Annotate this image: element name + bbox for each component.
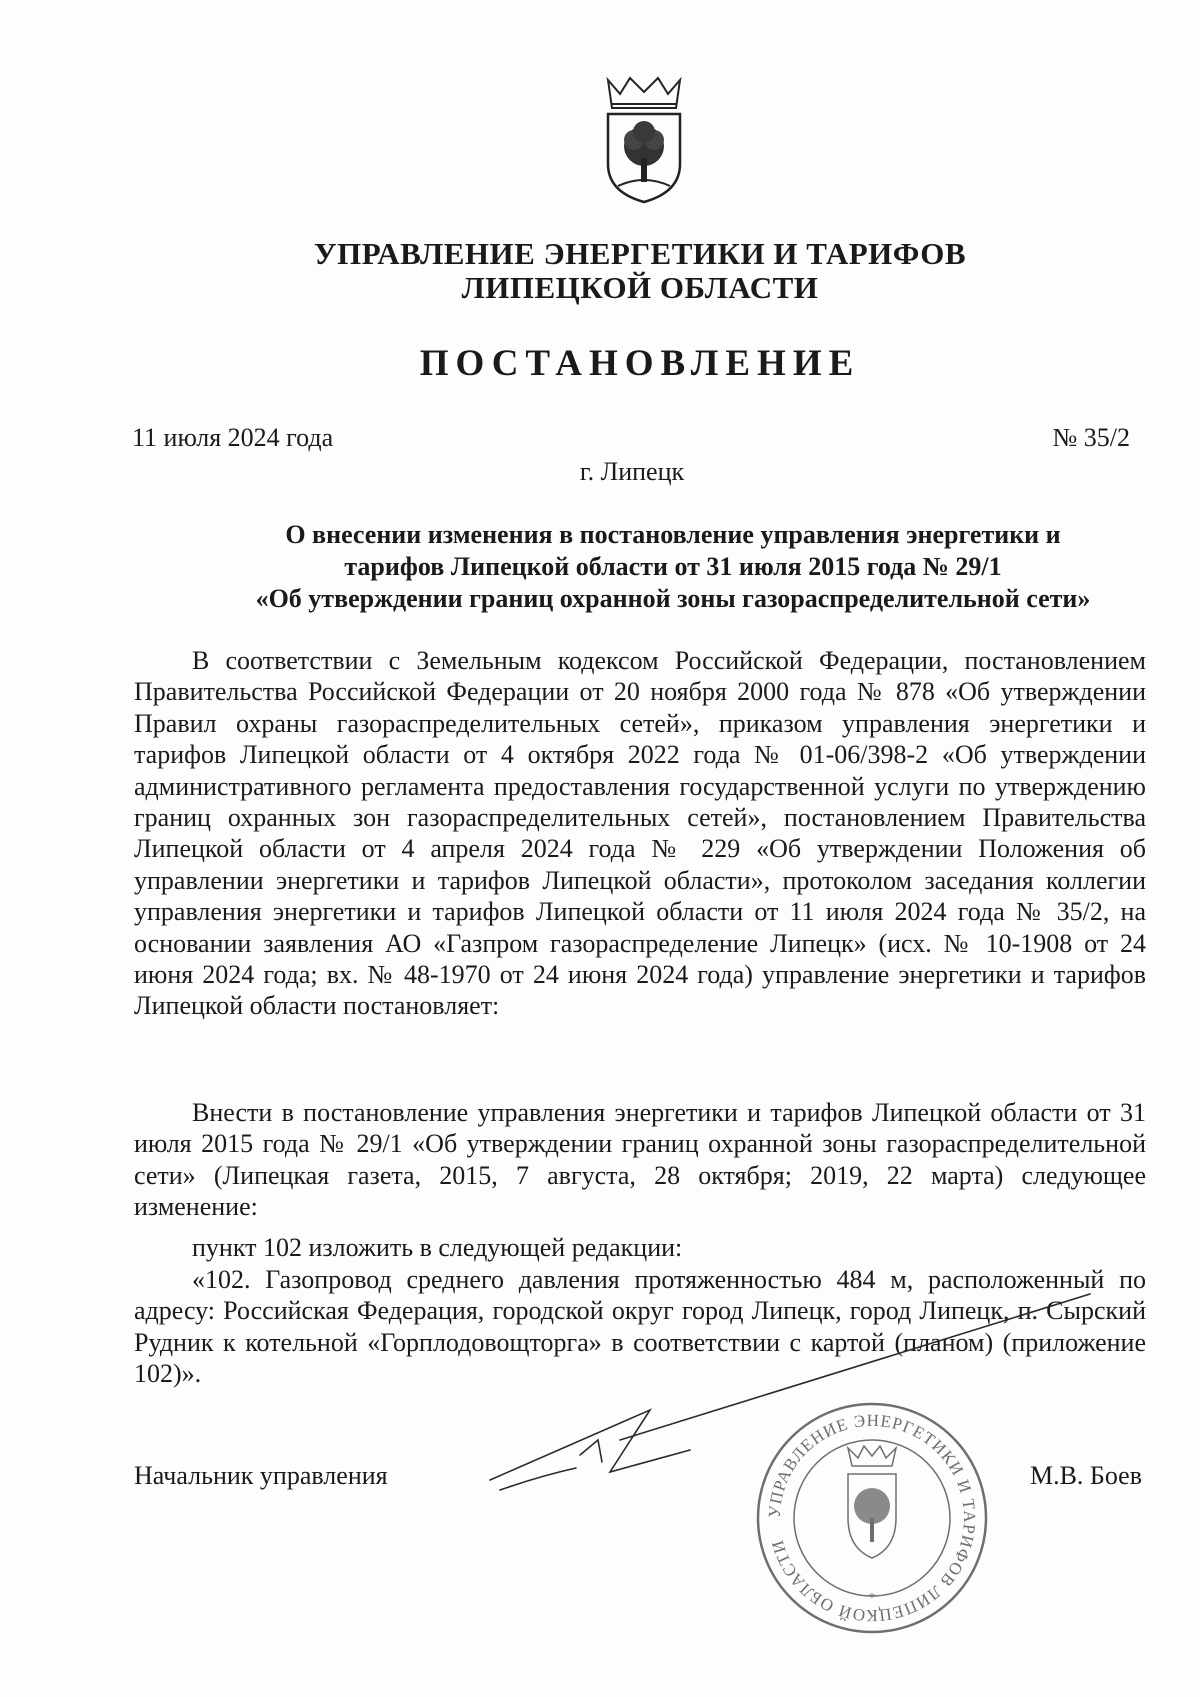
- document-type: ПОСТАНОВЛЕНИЕ: [419, 343, 861, 384]
- document-title-line: О внесении изменения в постановление управления энергетики и: [285, 520, 1061, 549]
- seal-text: УПРАВЛЕНИЕ ЭНЕРГЕТИКИ И ТАРИФОВ ЛИПЕЦКОЙ ОБЛАСТИ: [764, 1410, 980, 1626]
- document-title-line: тарифов Липецкой области от 31 июля 2015 года № 29/1: [344, 552, 1002, 581]
- paragraph-text: «102. Газопровод среднего давления протяженностью 484 м, расположенный по адресу: Российская Федерация, городской округ город Липецк, город Липецк, п. Сырский Рудник к котельной «Горплодовощторга» в соответствии с картой (планом) (приложение 102)».: [134, 1265, 1146, 1389]
- paragraph-text: В соответствии с Земельным кодексом Российской Федерации, постановлением Правительства Российской Федерации от 20 ноября 2000 года № 878 «Об утверждении Правил охраны газораспределительных сетей», приказом управления энергетики и тарифов Липецкой области от 4 октября 2022 года № 01-06/398-2 «Об утверждении административного регламента предоставления государственной услуги по утверждению границ охранных зон газораспределительных сетей», постановлением Правительства Липецкой области от 4 апреля 2024 года № 229 «Об утверждении Положения об управлении энергетики и тарифов Липецкой области», протоколом заседания коллегии управления энергетики и тарифов Липецкой области от 11 июля 2024 года № 35/2, на основании заявления АО «Газпром газораспределение Липецк» (исх. № 10-1908 от 24 июня 2024 года; вх. № 48-1970 от 24 июня 2024 года) управление энергетики и тарифов Липецкой области постановляет:: [134, 646, 1146, 1021]
- document-date: 11 июля 2024 года: [132, 423, 334, 452]
- paragraph-text: пункт 102 изложить в следующей редакции:: [192, 1233, 683, 1262]
- coat-of-arms-icon: [604, 74, 684, 206]
- document-title-line: «Об утверждении границ охранной зоны газораспределительной сети»: [255, 584, 1091, 613]
- signer-position: Начальник управления: [134, 1461, 388, 1490]
- body-paragraph: [134, 645, 1146, 1022]
- document-number: № 35/2: [1052, 423, 1130, 452]
- handwritten-signature: [480, 1290, 1100, 1530]
- organization-region: ЛИПЕЦКОЙ ОБЛАСТИ: [461, 270, 819, 305]
- document-city: г. Липецк: [579, 457, 685, 486]
- body-paragraph: [134, 1232, 1146, 1263]
- organization-name: УПРАВЛЕНИЕ ЭНЕРГЕТИКИ И ТАРИФОВ: [313, 236, 967, 271]
- svg-text:*: *: [868, 1591, 876, 1606]
- body-paragraph: [134, 1097, 1146, 1223]
- paragraph-text: Внести в постановление управления энергетики и тарифов Липецкой области от 31 июля 2015 года № 29/1 «Об утверждении границ охранной зоны газораспределительной сети» (Липецкая газета, 2015, 7 августа, 28 октября; 2019, 22 марта) следующее изменение:: [134, 1098, 1146, 1222]
- signer-name: М.В. Боев: [1029, 1461, 1142, 1490]
